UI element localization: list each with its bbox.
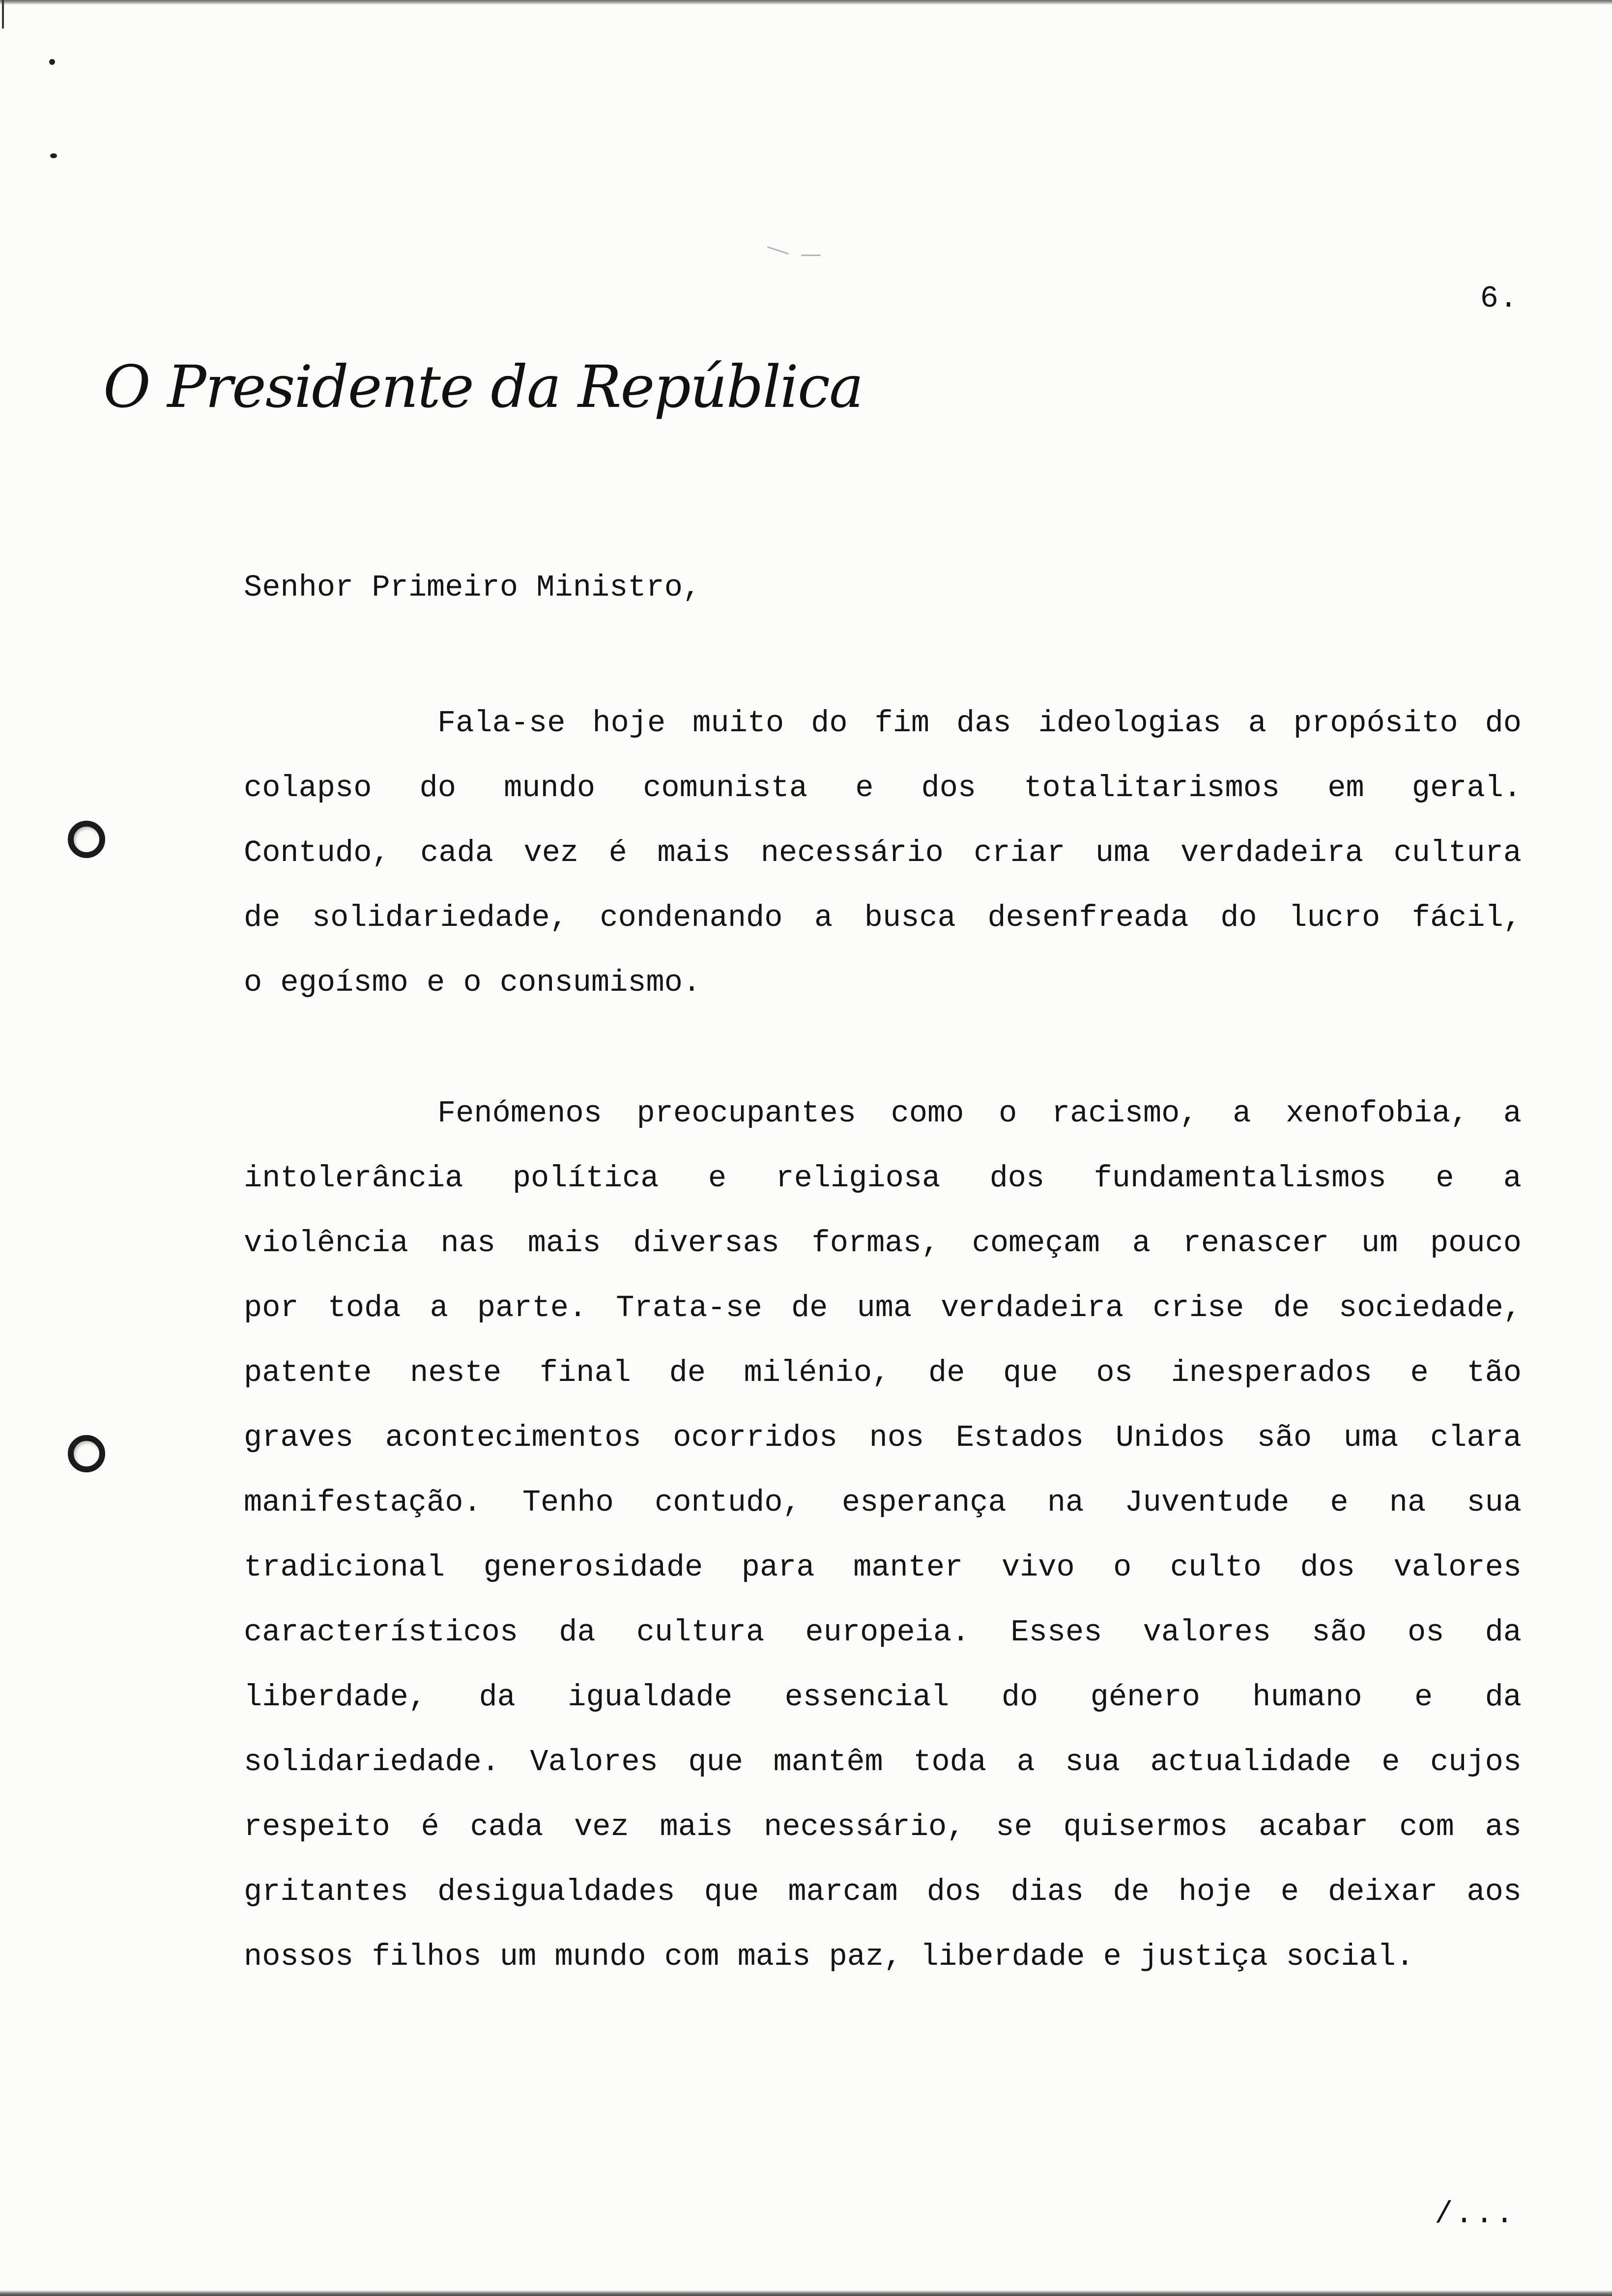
text-line: Contudo, cada vez é mais necessário criar uma verdadeira cultura: [244, 835, 1522, 870]
text-line: liberdade, da igualdade essencial do género humano e da: [244, 1680, 1522, 1715]
paragraph-1: [244, 691, 1522, 1015]
text-line: intolerância política e religiosa dos fundamentalismos e a: [244, 1161, 1522, 1196]
scan-smudge: [767, 246, 789, 255]
text-line: manifestação. Tenho contudo, esperança na Juventude e na sua: [244, 1485, 1522, 1520]
text-line: graves acontecimentos ocorridos nos Estados Unidos são uma clara: [244, 1420, 1522, 1455]
text-line: colapso do mundo comunista e dos totalitarismos em geral.: [244, 771, 1522, 805]
text-line: Fala-se hoje muito do fim das ideologias a propósito do: [437, 706, 1522, 741]
text-line: patente neste final de milénio, de que os inesperados e tão: [244, 1355, 1522, 1390]
text-line: solidariedade. Valores que mantêm toda a sua actualidade e cujos: [244, 1745, 1522, 1779]
punch-hole-lower: [68, 1435, 105, 1472]
text-line: característicos da cultura europeia. Esses valores são os da: [244, 1615, 1522, 1650]
text-line: violência nas mais diversas formas, começam a renascer um pouco: [244, 1226, 1522, 1261]
text-line: respeito é cada vez mais necessário, se quisermos acabar com as: [244, 1809, 1522, 1844]
page-number: 6.: [1480, 281, 1519, 316]
scan-edge-bottom: [0, 2290, 1612, 2296]
salutation: Senhor Primeiro Ministro,: [244, 570, 701, 605]
scan-speck: [49, 59, 55, 65]
text-line: tradicional generosidade para manter vivo o culto dos valores: [244, 1550, 1522, 1585]
text-line: de solidariedade, condenando a busca desenfreada do lucro fácil,: [244, 900, 1522, 935]
text-line: gritantes desigualdades que marcam dos dias de hoje e deixar aos: [244, 1874, 1522, 1909]
scan-smudge: [801, 255, 821, 256]
continuation-mark: /...: [1435, 2197, 1516, 2232]
letterhead: O Presidente da República: [103, 353, 863, 421]
text-line: Fenómenos preocupantes como o racismo, a xenofobia, a: [437, 1096, 1522, 1131]
scan-speck: [50, 153, 57, 158]
text-line: nossos filhos um mundo com mais paz, liberdade e justiça social.: [244, 1939, 1414, 1974]
scan-edge-left: [2, 0, 4, 29]
text-line: o egoísmo e o consumismo.: [244, 965, 701, 1000]
paragraph-2: [244, 1081, 1522, 1989]
punch-hole-upper: [68, 821, 105, 858]
text-line: por toda a parte. Trata-se de uma verdadeira crise de sociedade,: [244, 1291, 1522, 1325]
scan-edge-top: [0, 0, 1612, 5]
